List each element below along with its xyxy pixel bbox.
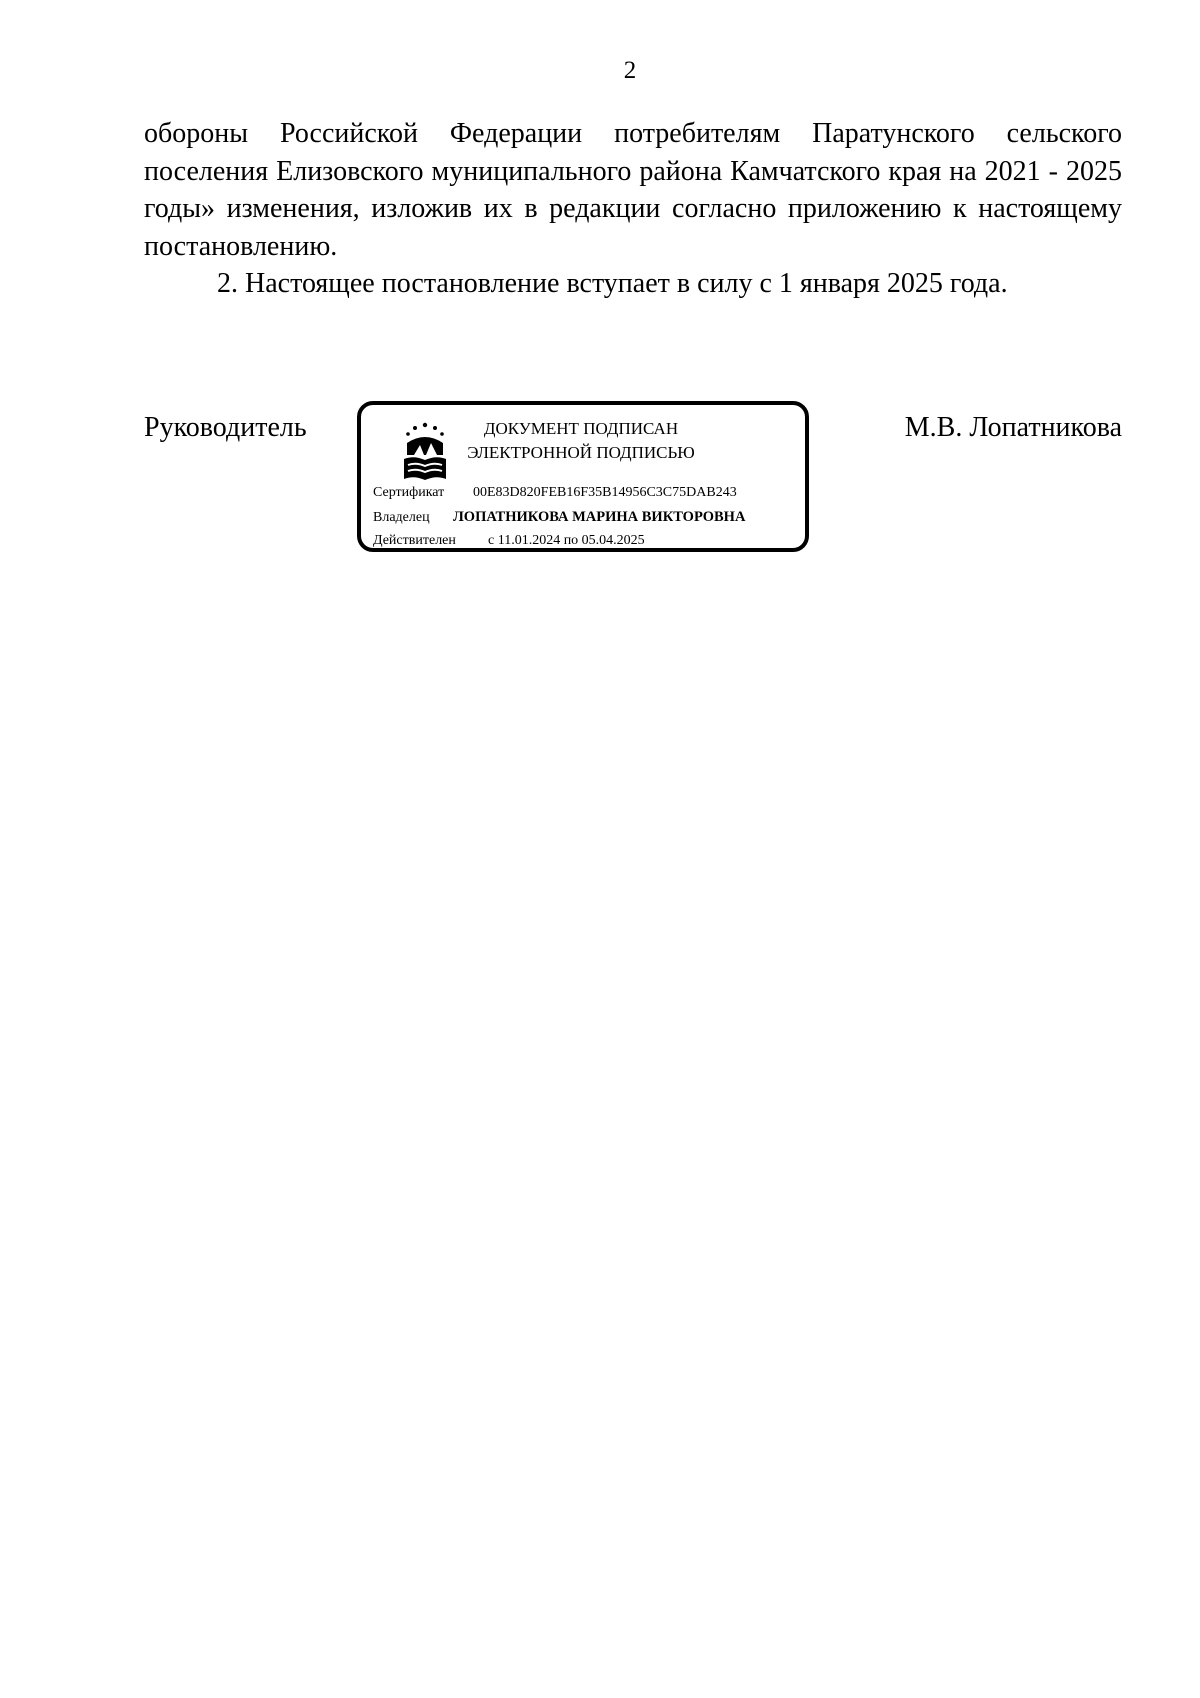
certificate-value: 00E83D820FEB16F35B14956C3C75DAB243 [473, 485, 737, 500]
electronic-signature-stamp [357, 401, 809, 552]
signer-name: М.В. Лопатникова [904, 412, 1122, 443]
stamp-heading [456, 417, 706, 465]
coat-of-arms-icon [400, 421, 450, 483]
signature-block [144, 408, 1122, 568]
stamp-validity-row [373, 532, 645, 550]
paragraph-item-2: 2. Настоящее постановление вступает в силу с 1 января 2025 года. [217, 268, 1008, 299]
signer-title: Руководитель [144, 412, 307, 443]
document-body [144, 115, 1122, 303]
paragraph-continuation: обороны Российской Федерации потребителям Паратунского сельского поселения Елизовского муниципального района Камчатского края на 2021 - 2025 годы» изменения, изложив их в редакции согласно приложению к настоящему постановлению. [144, 118, 1122, 262]
certificate-label: Сертификат [373, 485, 445, 500]
owner-value: ЛОПАТНИКОВА МАРИНА ВИКТОРОВНА [453, 509, 746, 525]
page-number: 2 [623, 57, 637, 84]
validity-value: с 11.01.2024 по 05.04.2025 [488, 533, 645, 548]
owner-label: Владелец [373, 510, 430, 525]
stamp-heading-line-1: ДОКУМЕНТ ПОДПИСАН [483, 419, 679, 438]
stamp-certificate-row [373, 484, 737, 502]
stamp-heading-line-2: ЭЛЕКТРОННОЙ ПОДПИСЬЮ [467, 443, 695, 462]
stamp-owner-row [373, 508, 745, 527]
validity-label: Действителен [373, 533, 456, 548]
